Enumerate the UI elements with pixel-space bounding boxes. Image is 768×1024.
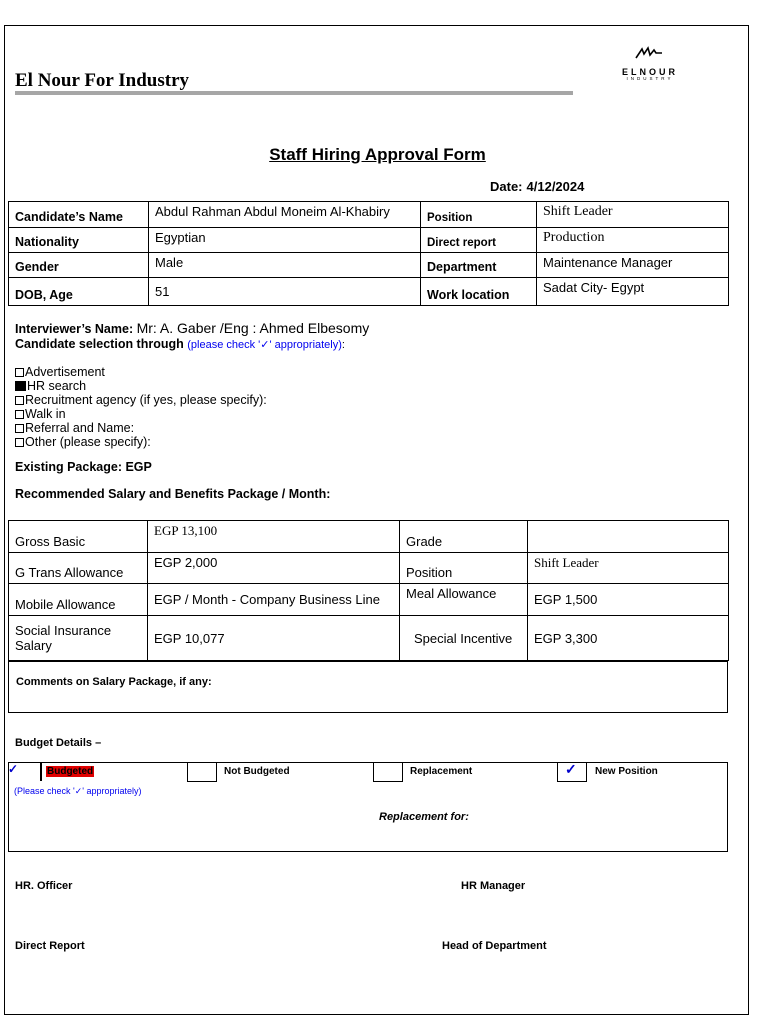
recommended-package-heading: Recommended Salary and Benefits Package / Month: [15,487,331,501]
option-hr-search[interactable] [15,379,267,393]
date-value: 4/12/2024 [526,179,585,194]
nationality-label: Nationality [9,228,149,253]
option-advertisement[interactable] [15,365,267,379]
special-incentive-value[interactable]: EGP 3,300 [528,616,729,661]
grade-label: Grade [400,521,528,553]
budgeted-check-icon[interactable]: ✓ [8,762,19,776]
checkbox-icon[interactable] [15,438,24,447]
dob-age-label: DOB, Age [9,278,149,306]
checkbox-icon[interactable] [15,410,24,419]
checkbox-icon[interactable] [15,424,24,433]
form-page [4,25,749,1015]
company-name: El Nour For Industry [15,70,190,91]
social-insurance-label: Social Insurance Salary [9,616,148,661]
form-title: Staff Hiring Approval Form [269,145,486,164]
gross-basic-value[interactable]: EGP 13,100 [148,521,400,553]
checkbox-filled-icon[interactable] [15,381,26,391]
selection-options [15,365,267,449]
selection-label: Candidate selection through [15,337,184,351]
salary-position-value[interactable]: Shift Leader [528,553,729,584]
option-label: Advertisement [25,365,105,379]
logo-subtitle: INDUSTRY [626,76,674,81]
dob-age-value[interactable]: 51 [149,278,421,306]
position-value[interactable]: Shift Leader [537,202,729,228]
direct-report-label: Direct report [421,228,537,253]
budget-details-title: Budget Details – [15,737,102,749]
position-label: Position [421,202,537,228]
social-insurance-value[interactable]: EGP 10,077 [148,616,400,661]
direct-report-signature: Direct Report [15,940,85,952]
mobile-allowance-value[interactable]: EGP / Month - Company Business Line [148,584,400,616]
option-label: Referral and Name: [25,421,135,435]
gross-basic-label: Gross Basic [9,521,148,553]
logo-wordmark: ELNOUR [622,67,678,77]
option-referral[interactable] [15,421,267,435]
work-location-label: Work location [421,278,537,306]
option-label: Other (please specify): [25,435,151,449]
interviewer-line [15,320,369,336]
budgeted-option [46,766,94,777]
salary-table [8,520,729,661]
nationality-value[interactable]: Egyptian [149,228,421,253]
budget-check-note: (Please check '✓' appropriately) [14,786,142,796]
trans-allowance-value[interactable]: EGP 2,000 [148,553,400,584]
date-label: Date: [490,179,523,194]
selection-note: (please check '✓' appropriately) [187,339,342,351]
logo-mark-icon [630,46,670,60]
replacement-checkbox[interactable] [373,763,403,782]
selection-colon: : [341,339,345,351]
budgeted-label: Budgeted [47,766,94,777]
replacement-for-label: Replacement for: [379,811,469,823]
new-position-label: New Position [595,766,658,777]
interviewer-label: Interviewer’s Name: [15,322,134,336]
candidate-table [8,201,729,306]
comments-box[interactable] [8,661,728,713]
candidate-name-value[interactable]: Abdul Rahman Abdul Moneim Al-Khabiry [149,202,421,228]
checkbox-icon[interactable] [15,396,24,405]
option-walk-in[interactable] [15,407,267,421]
checkbox-icon[interactable] [15,368,24,377]
candidate-name-label: Candidate’s Name [9,202,149,228]
meal-allowance-value[interactable]: EGP 1,500 [528,584,729,616]
company-logo [605,46,695,82]
existing-package: Existing Package: EGP [15,460,152,474]
trans-allowance-label: G Trans Allowance [9,553,148,584]
direct-report-value[interactable]: Production [537,228,729,253]
header-rule [15,91,573,95]
hr-officer-signature: HR. Officer [15,880,73,892]
new-position-check-icon[interactable]: ✓ [565,761,577,777]
gender-value[interactable]: Male [149,253,421,278]
option-label: Walk in [25,407,66,421]
special-incentive-label: Special Incentive [400,616,528,661]
comments-label: Comments on Salary Package, if any: [16,676,212,688]
grade-value[interactable] [528,521,729,553]
interviewer-value[interactable]: Mr: A. Gaber /Eng : Ahmed Elbesomy [136,320,370,336]
option-label: Recruitment agency (if yes, please specify): [25,393,267,407]
option-other[interactable] [15,435,267,449]
not-budgeted-label: Not Budgeted [224,766,290,777]
head-of-department-signature: Head of Department [442,940,547,952]
gender-label: Gender [9,253,149,278]
budget-box [8,762,728,852]
form-date [490,179,584,194]
work-location-value[interactable]: Sadat City- Egypt [537,278,729,306]
option-recruitment-agency[interactable] [15,393,267,407]
mobile-allowance-label: Mobile Allowance [9,584,148,616]
meal-allowance-label: Meal Allowance [400,584,528,616]
hr-manager-signature: HR Manager [461,880,526,892]
selection-line [15,337,345,351]
budgeted-checkbox-divider [40,763,42,781]
not-budgeted-checkbox[interactable] [187,763,217,782]
department-value[interactable]: Maintenance Manager [537,253,729,278]
option-label: HR search [27,379,87,393]
salary-position-label: Position [400,553,528,584]
department-label: Department [421,253,537,278]
replacement-label: Replacement [410,766,473,777]
